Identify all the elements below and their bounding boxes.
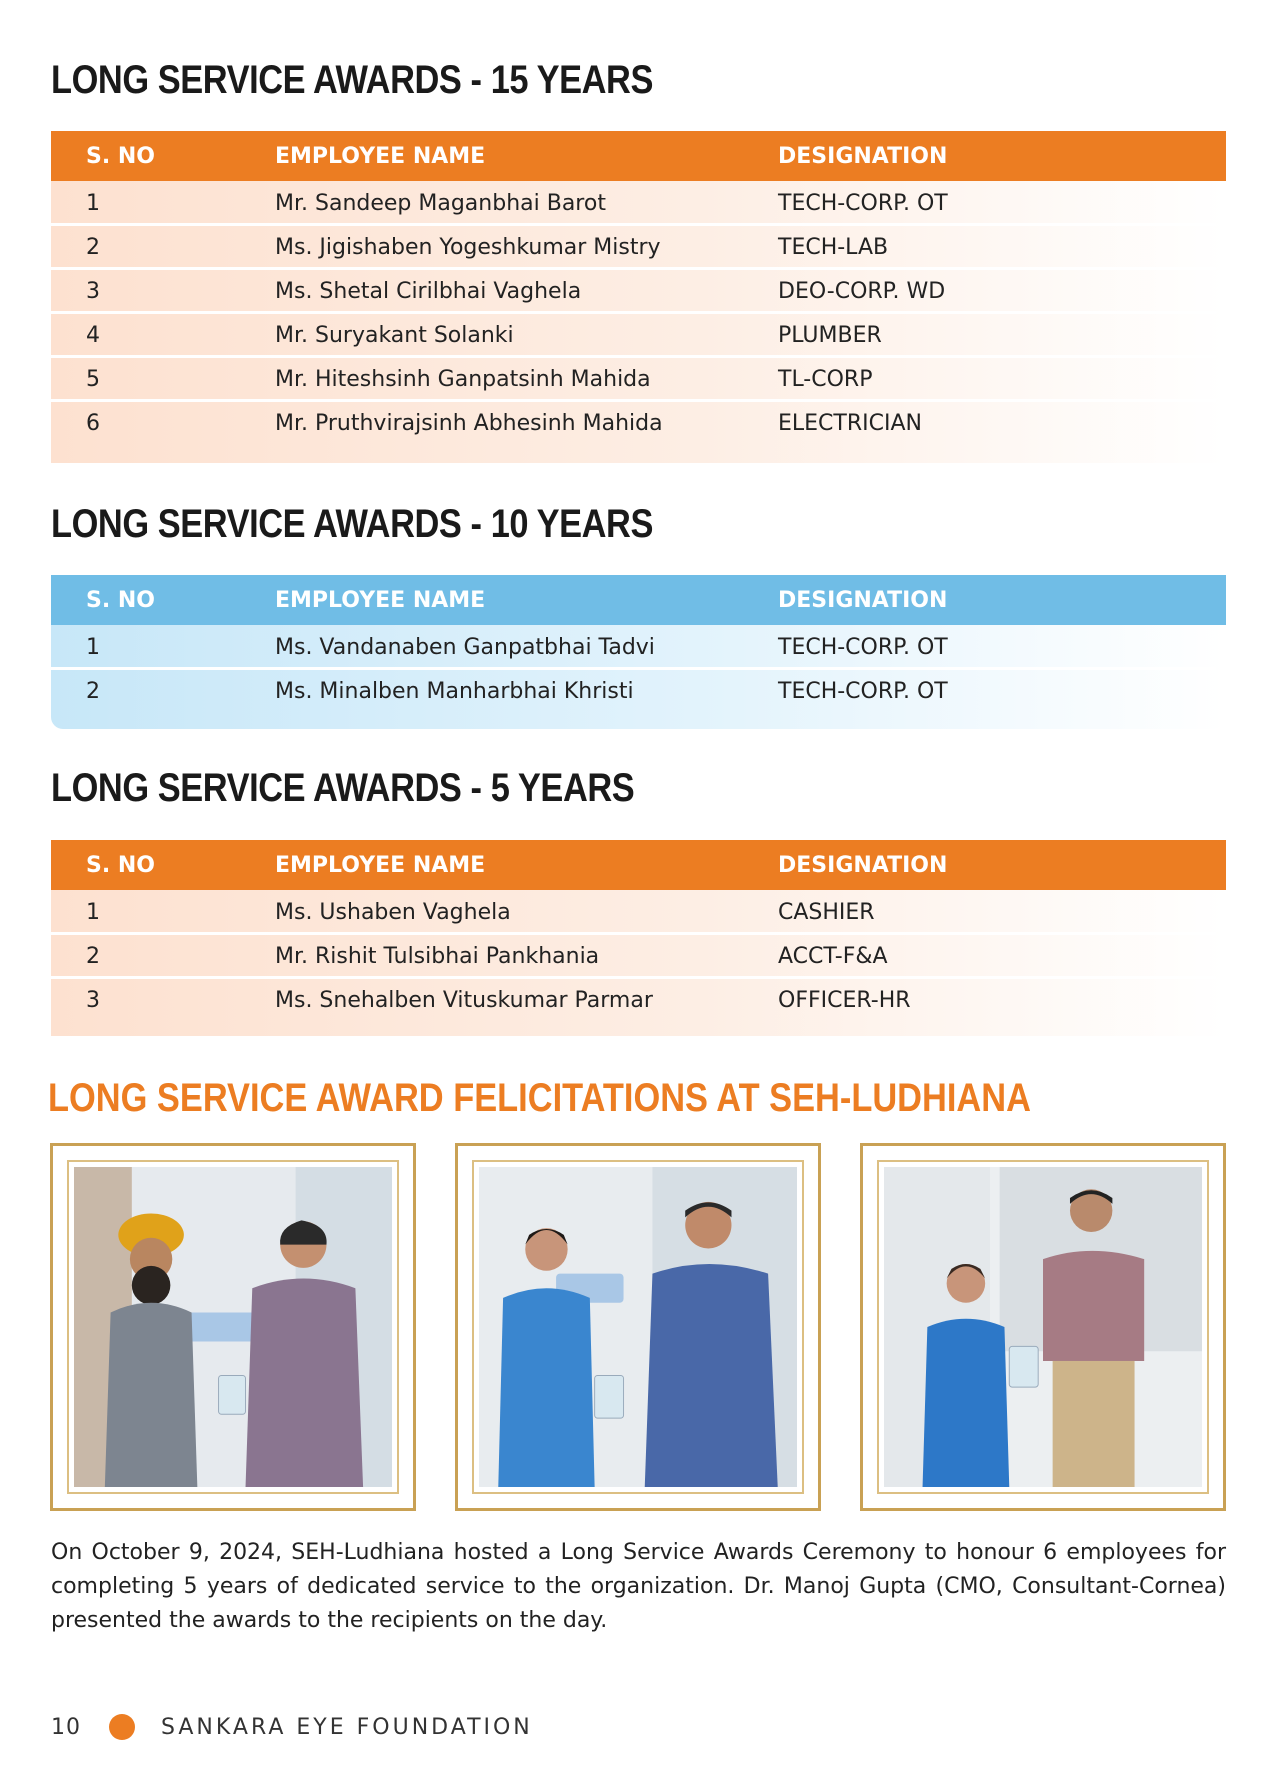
photo-frame-2	[455, 1143, 821, 1511]
cell-name: Ms. Jigishaben Yogeshkumar Mistry	[275, 234, 661, 260]
cell-name: Ms. Snehalben Vituskumar Parmar	[275, 987, 653, 1013]
table-header	[51, 131, 1226, 181]
cell-name: Mr. Pruthvirajsinh Abhesinh Mahida	[275, 410, 663, 436]
table-row	[51, 225, 1226, 269]
photo-frame-3	[860, 1143, 1226, 1511]
award-photo-3	[884, 1167, 1202, 1487]
awards-table-5-years	[51, 840, 1226, 1036]
table-row	[51, 669, 1226, 713]
cell-sno: 3	[86, 278, 100, 304]
awards-table-10-years	[51, 575, 1226, 729]
table-row	[51, 357, 1226, 401]
col-employee-name: EMPLOYEE NAME	[275, 587, 486, 613]
col-designation: DESIGNATION	[778, 587, 948, 613]
section-title-15-years: LONG SERVICE AWARDS - 15 YEARS	[51, 58, 653, 102]
cell-designation: OFFICER-HR	[778, 987, 911, 1013]
table-row	[51, 269, 1226, 313]
table-header	[51, 575, 1226, 625]
table-row	[51, 181, 1226, 225]
col-sno: S. NO	[86, 143, 155, 169]
page-number: 10	[51, 1714, 81, 1740]
cell-sno: 5	[86, 366, 100, 392]
table-row	[51, 978, 1226, 1022]
cell-name: Ms. Minalben Manharbhai Khristi	[275, 678, 634, 704]
cell-sno: 1	[86, 899, 100, 925]
awards-table-15-years	[51, 131, 1226, 463]
cell-designation: TECH-CORP. OT	[778, 190, 948, 216]
cell-name: Mr. Sandeep Maganbhai Barot	[275, 190, 606, 216]
orange-dot-icon	[109, 1714, 135, 1740]
award-photo-1	[74, 1167, 392, 1487]
cell-name: Mr. Suryakant Solanki	[275, 322, 514, 348]
cell-name: Ms. Ushaben Vaghela	[275, 899, 511, 925]
table-row	[51, 401, 1226, 445]
cell-designation: PLUMBER	[778, 322, 882, 348]
cell-sno: 2	[86, 234, 100, 260]
felicitations-title: LONG SERVICE AWARD FELICITATIONS AT SEH-LUDHIANA	[48, 1076, 1031, 1120]
cell-sno: 2	[86, 943, 100, 969]
photo-frame-1	[50, 1143, 416, 1511]
table-row	[51, 313, 1226, 357]
section-title-5-years: LONG SERVICE AWARDS - 5 YEARS	[51, 766, 635, 810]
cell-sno: 6	[86, 410, 100, 436]
cell-sno: 2	[86, 678, 100, 704]
col-sno: S. NO	[86, 587, 155, 613]
table-header	[51, 840, 1226, 890]
cell-sno: 1	[86, 634, 100, 660]
cell-designation: DEO-CORP. WD	[778, 278, 946, 304]
col-employee-name: EMPLOYEE NAME	[275, 852, 486, 878]
col-designation: DESIGNATION	[778, 852, 948, 878]
cell-sno: 3	[86, 987, 100, 1013]
award-photo-2	[479, 1167, 797, 1487]
organization-name: SANKARA EYE FOUNDATION	[161, 1714, 533, 1740]
page-footer	[51, 1714, 533, 1740]
cell-designation: ELECTRICIAN	[778, 410, 922, 436]
cell-designation: ACCT-F&A	[778, 943, 888, 969]
col-sno: S. NO	[86, 852, 155, 878]
col-employee-name: EMPLOYEE NAME	[275, 143, 486, 169]
section-title-10-years: LONG SERVICE AWARDS - 10 YEARS	[51, 502, 653, 546]
cell-designation: TECH-CORP. OT	[778, 634, 948, 660]
cell-name: Ms. Shetal Cirilbhai Vaghela	[275, 278, 582, 304]
table-row	[51, 890, 1226, 934]
cell-sno: 4	[86, 322, 100, 348]
cell-name: Ms. Vandanaben Ganpatbhai Tadvi	[275, 634, 655, 660]
cell-designation: TECH-LAB	[778, 234, 889, 260]
cell-name: Mr. Rishit Tulsibhai Pankhania	[275, 943, 600, 969]
table-row	[51, 934, 1226, 978]
table-row	[51, 625, 1226, 669]
cell-designation: CASHIER	[778, 899, 875, 925]
felicitations-description: On October 9, 2024, SEH-Ludhiana hosted a Long Service Awards Ceremony to honour 6 employees for completing 5 years of dedicated service to the organization. Dr. Manoj Gupta (CMO, Consultant-Cornea) presented the awards to the recipients on the day.	[51, 1540, 1226, 1633]
cell-name: Mr. Hiteshsinh Ganpatsinh Mahida	[275, 366, 651, 392]
col-designation: DESIGNATION	[778, 143, 948, 169]
cell-sno: 1	[86, 190, 100, 216]
cell-designation: TL-CORP	[778, 366, 873, 392]
cell-designation: TECH-CORP. OT	[778, 678, 948, 704]
